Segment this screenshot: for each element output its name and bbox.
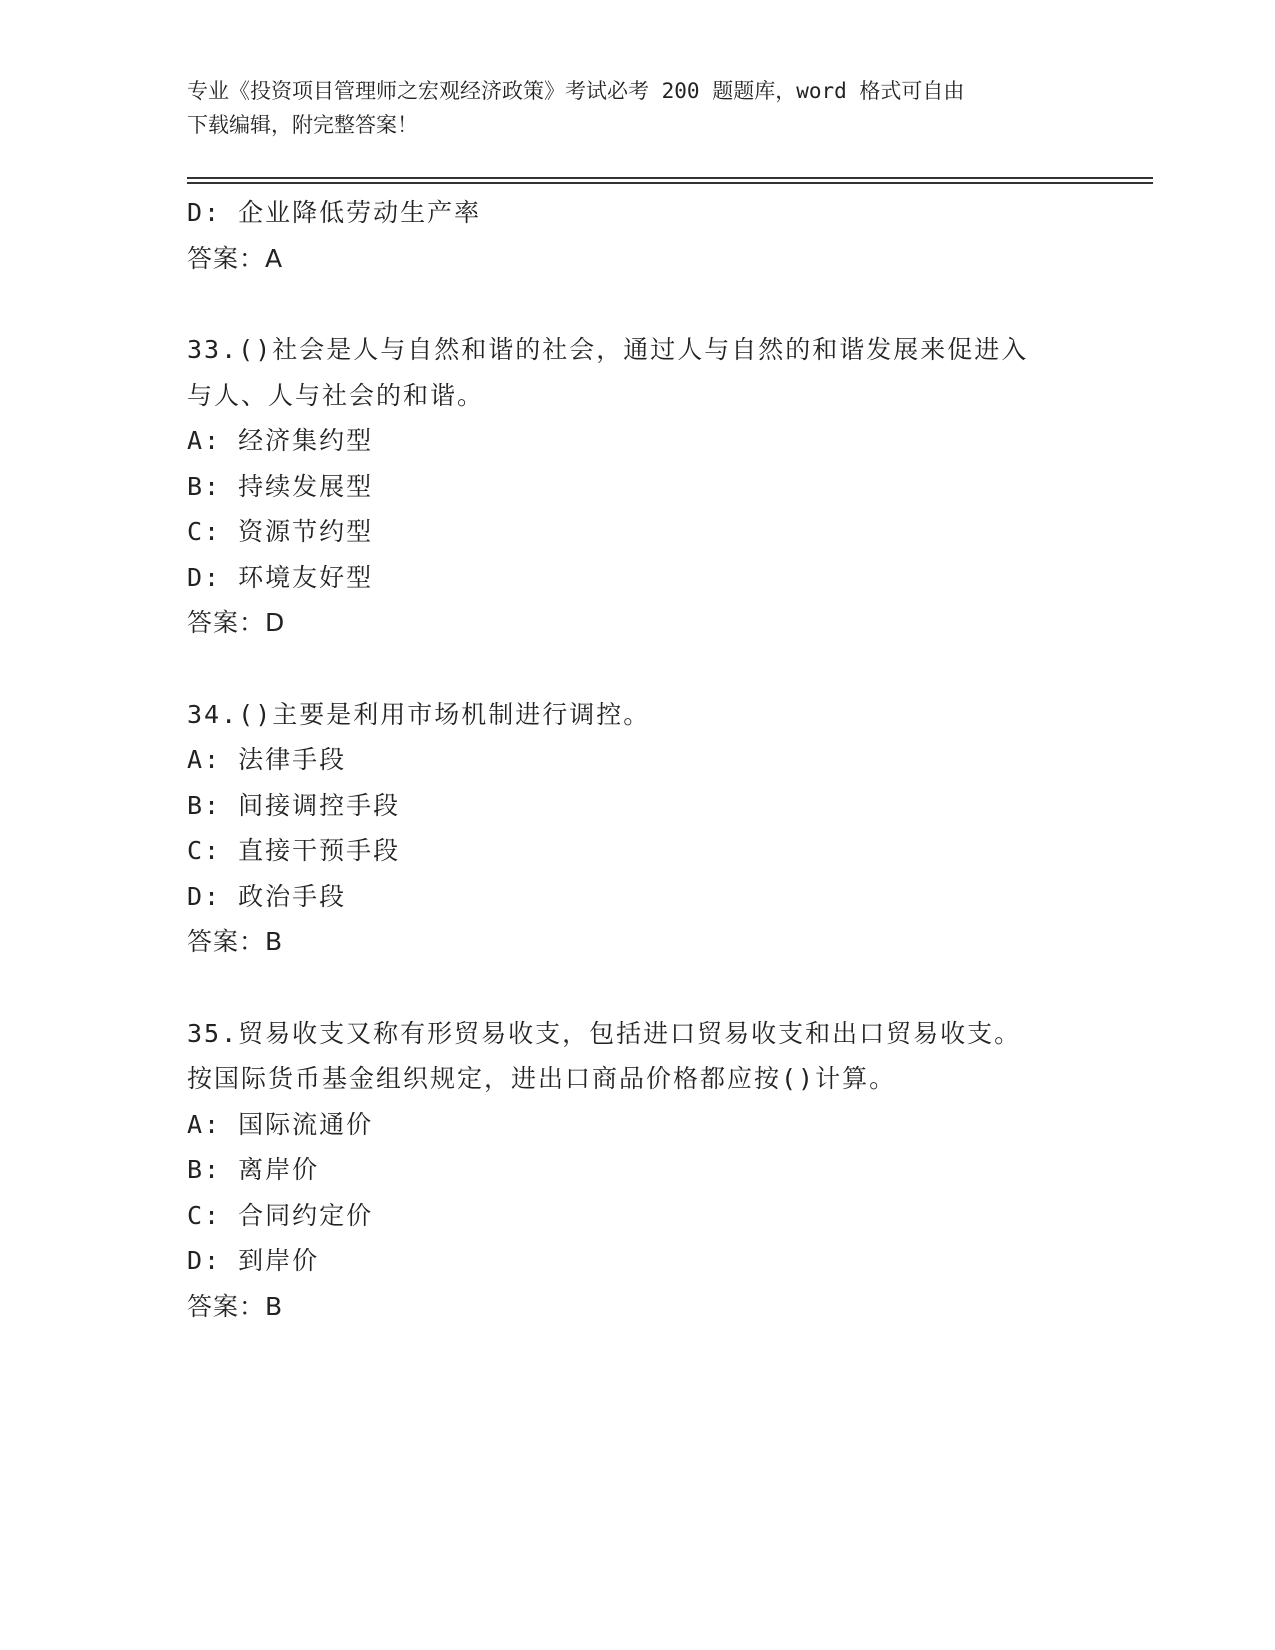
option-d: D: 到岸价 <box>187 1246 320 1275</box>
question-stem: 35.贸易收支又称有形贸易收支，包括进口贸易收支和出口贸易收支。 <box>187 1018 1022 1048</box>
option-d: D: 环境友好型 <box>187 562 374 592</box>
option-c: C: 资源节约型 <box>187 517 374 546</box>
option-a: A: 法律手段 <box>187 745 347 774</box>
answer-line: 答案：A <box>187 243 284 273</box>
option-c: C: 直接干预手段 <box>187 836 401 865</box>
option-b: B: 持续发展型 <box>187 471 374 501</box>
option-a: A: 国际流通价 <box>187 1109 374 1139</box>
question-34 <box>187 692 1087 965</box>
option-d: D: 政治手段 <box>187 881 347 911</box>
spacer <box>187 965 1087 1011</box>
question-stem-cont: 与人、人与社会的和谐。 <box>187 380 485 410</box>
answer-line: 答案：B <box>187 1291 284 1321</box>
question-stem: 34.()主要是利用市场机制进行调控。 <box>187 699 651 729</box>
header-line-1: 专业《投资项目管理师之宏观经济政策》考试必考 200 题题库，word 格式可自由 <box>187 79 965 103</box>
header-divider-bottom <box>187 182 1153 184</box>
header-divider-top <box>187 177 1153 179</box>
answer-line: 答案：B <box>187 927 284 956</box>
option-a: A: 经济集约型 <box>187 426 374 455</box>
option-d: D: 企业降低劳动生产率 <box>187 198 482 227</box>
question-33 <box>187 327 1087 646</box>
question-stem: 33.()社会是人与自然和谐的社会，通过人与自然的和谐发展来促进入 <box>187 335 1029 364</box>
question-stem-cont: 按国际货币基金组织规定，进出口商品价格都应按()计算。 <box>187 1064 897 1093</box>
document-header <box>187 74 1087 142</box>
option-b: B: 间接调控手段 <box>187 790 401 820</box>
option-c: C: 合同约定价 <box>187 1200 374 1230</box>
answer-line: 答案：D <box>187 608 286 637</box>
option-b: B: 离岸价 <box>187 1155 320 1184</box>
header-line-2: 下载编辑，附完整答案！ <box>187 113 418 137</box>
question-35 <box>187 1011 1087 1330</box>
spacer <box>187 646 1087 692</box>
document-body <box>187 190 1087 1329</box>
spacer <box>187 281 1087 327</box>
